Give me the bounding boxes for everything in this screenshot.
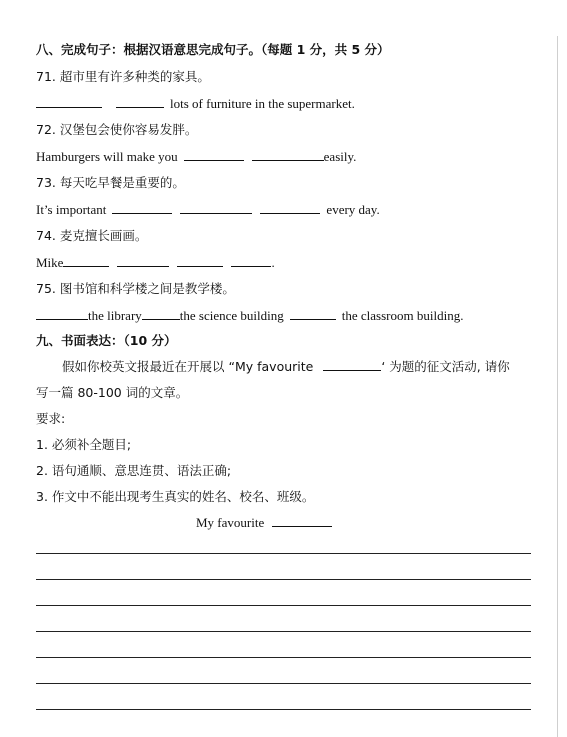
q75-blank-2[interactable]	[142, 308, 180, 320]
writing-line-1[interactable]	[36, 553, 531, 554]
prompt-title-blank[interactable]	[323, 359, 381, 371]
q72-blank-2[interactable]	[252, 149, 324, 161]
q75-text-3: the classroom building.	[341, 308, 464, 323]
q72-chinese: 72. 汉堡包会使你容易发胖。	[36, 122, 198, 137]
q75-blank-1[interactable]	[36, 308, 88, 320]
writing-line-3[interactable]	[36, 605, 531, 606]
prompt-text-end: ‘ 为题的征文活动, 请你	[381, 359, 510, 374]
q73-english	[36, 202, 380, 218]
q75-text-1: the library	[88, 308, 142, 323]
q73-chinese: 73. 每天吃早餐是重要的。	[36, 175, 185, 190]
q74-chinese: 74. 麦克擅长画画。	[36, 228, 148, 243]
q74-blank-3[interactable]	[177, 255, 223, 267]
q72-blank-1[interactable]	[184, 149, 244, 161]
q75-english	[36, 308, 463, 324]
q71-blank-1[interactable]	[36, 96, 102, 108]
q72-sentence-start: Hamburgers will make you	[36, 149, 178, 164]
q74-english	[36, 255, 275, 271]
q73-blank-2[interactable]	[180, 202, 252, 214]
q74-sentence-start: Mike	[36, 255, 64, 270]
q75-blank-3[interactable]	[290, 308, 336, 320]
q71-sentence-text: lots of furniture in the supermarket.	[170, 96, 355, 111]
q73-sentence-start: It’s important	[36, 202, 107, 217]
q73-sentence-end: every day.	[326, 202, 380, 217]
requirement-3: 3. 作文中不能出现考生真实的姓名、校名、班级。	[36, 489, 315, 504]
writing-line-6[interactable]	[36, 683, 531, 684]
q75-chinese: 75. 图书馆和科学楼之间是教学楼。	[36, 281, 235, 296]
requirement-1: 1. 必须补全题目;	[36, 437, 132, 452]
margin-rule	[557, 36, 558, 737]
writing-line-7[interactable]	[36, 709, 531, 710]
writing-line-5[interactable]	[36, 657, 531, 658]
q75-text-2: the science building	[179, 308, 284, 323]
q73-blank-1[interactable]	[112, 202, 172, 214]
section8-title: 八、完成句子：根据汉语意思完成句子。（每题 1 分，共 5 分）	[36, 42, 390, 57]
q72-sentence-end: easily.	[323, 149, 357, 164]
q71-english	[36, 96, 355, 112]
requirement-2: 2. 语句通顺、意思连贯、语法正确;	[36, 463, 232, 478]
q74-sentence-end: .	[271, 255, 275, 270]
writing-prompt-line2: 写一篇 80-100 词的文章。	[36, 385, 189, 400]
q74-blank-1[interactable]	[63, 255, 109, 267]
q71-blank-2[interactable]	[116, 96, 164, 108]
q74-blank-2[interactable]	[117, 255, 169, 267]
essay-title	[196, 515, 332, 531]
q73-blank-3[interactable]	[260, 202, 320, 214]
prompt-text-start: 假如你校英文报最近在开展以 “My favourite	[62, 359, 314, 374]
requirements-title: 要求:	[36, 411, 66, 426]
q74-blank-4[interactable]	[231, 255, 271, 267]
writing-line-4[interactable]	[36, 631, 531, 632]
q72-english	[36, 149, 356, 165]
q71-chinese: 71. 超市里有许多种类的家具。	[36, 69, 210, 84]
essay-title-text: My favourite	[196, 515, 265, 530]
writing-prompt-line1	[36, 359, 510, 375]
writing-line-2[interactable]	[36, 579, 531, 580]
essay-title-blank[interactable]	[272, 515, 332, 527]
section9-title: 九、书面表达：（10 分）	[36, 333, 177, 348]
